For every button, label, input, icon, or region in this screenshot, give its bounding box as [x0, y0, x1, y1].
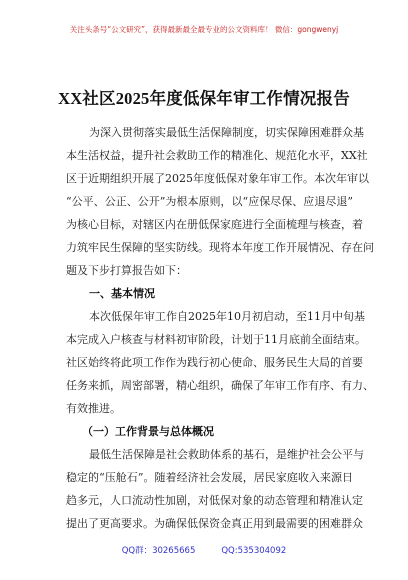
intro-line-3: 区于近期组织开展了2025年度低保对象年审工作。本次年审以 — [66, 172, 369, 185]
subsection-heading-background: （一）工作背景与总体概况 — [82, 425, 214, 438]
intro-line-7: 题及下步打算报告如下： — [66, 264, 187, 277]
footer-qq-group: QQ群：30265665 — [121, 546, 196, 556]
section1-line-3: 社区始终将此项工作作为践行初心使命、服务民生大局的首要 — [66, 356, 363, 369]
subsection1-line-1: 最低生活保障是社会救助体系的基石，是维护社会公平与 — [89, 448, 364, 461]
intro-line-2: 本生活权益，提升社会救助工作的精准化、规范化水平，XX社 — [66, 149, 368, 162]
document-title: XX社区2025年度低保年审工作情况报告 — [58, 89, 350, 108]
section-heading-basic-situation: 一、基本情况 — [89, 287, 155, 300]
section1-line-4: 任务来抓，周密部署，精心组织，确保了年审工作有序、有力、 — [66, 379, 374, 392]
intro-line-4: “公平、公正、公开”为根本原则，以“应保尽保、应退尽退” — [66, 195, 353, 208]
section1-line-1: 本次低保年审工作自2025年10月初启动，至11月中旬基 — [89, 310, 365, 323]
page-footer — [0, 544, 408, 556]
section1-line-5: 有效推进。 — [66, 402, 121, 415]
subsection1-line-2: 稳定的“压舱石”。随着经济社会发展，居民家庭收入来源日 — [66, 471, 353, 484]
intro-line-6: 力筑牢民生保障的坚实防线。现将本年度工作开展情况、存在问 — [66, 241, 374, 254]
subsection1-line-4: 提出了更高要求。为确保低保资金真正用到最需要的困难群众 — [66, 517, 363, 530]
section1-line-2: 本完成入户核查与材料初审阶段，计划于11月底前全面结束。 — [66, 333, 366, 346]
intro-line-1: 为深入贯彻落实最低生活保障制度，切实保障困难群众基 — [89, 126, 364, 139]
subsection1-line-3: 趋多元，人口流动性加剧，对低保对象的动态管理和精准认定 — [66, 494, 363, 507]
intro-line-5: 为核心目标，对辖区内在册低保家庭进行全面梳理与核查，着 — [66, 218, 363, 231]
footer-qq-number: QQ:535304092 — [221, 546, 287, 556]
promo-banner: 关注头条号“公文研究”，获得最新最全最专业的公文资料库！ 微信：gongwenyj — [69, 25, 339, 34]
